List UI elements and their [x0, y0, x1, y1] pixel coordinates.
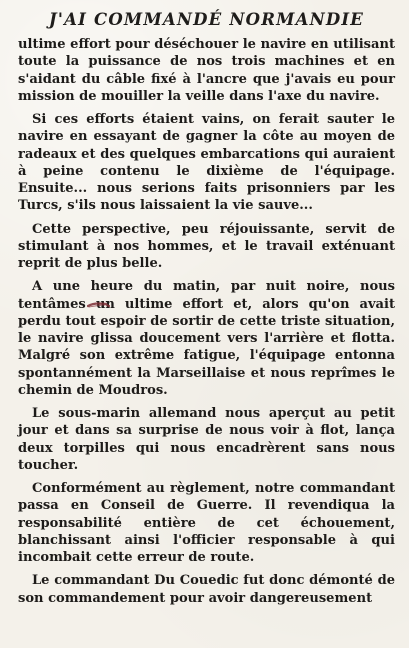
paragraph-refloating: A une heure du matin, par nuit noire, nous tentâmes un ultime effort et, alors qu'on avait perdu tout espoir de sortir de cette triste situation, le navire glissa doucement vers l'arrière et flotta. Malgré son extrême fatigue, l'équipage entonna spontannément la Marseillaise et nous reprîmes le chemin de Moudros.: [18, 279, 395, 398]
paragraph-submarine: Le sous-marin allemand nous aperçut au petit jour et dans sa surprise de nous voir à flot, lança deux torpilles qui nous encadrèrent sans nous toucher.: [18, 406, 395, 473]
paragraph-escape-plan: Si ces efforts étaient vains, on ferait sauter le navire en essayant de gagner la côte au moyen de radeaux et des quelques embarcations qui auraient à peine contenu le dixième de l'équipage. Ensuite... nous serions faits prisonniers par les Turcs, s'ils nous laissaient la vie sauve...: [18, 112, 395, 214]
page-body: [18, 36, 395, 607]
paragraph-stimulant: Cette perspective, peu réjouissante, servit de stimulant à nos hommes, et le travail exténuant reprit de plus belle.: [18, 221, 395, 271]
paragraph-court-martial: Conformément au règlement, notre commandant passa en Conseil de Guerre. Il revendiqua la responsabilité entière de cet échouement, blanchissant ainsi l'officier responsable à qui incombait cette erreur de route.: [18, 481, 395, 565]
paragraph-continuation: ultime effort pour déséchouer le navire en utilisant toute la puissance de nos trois machines et en s'aidant du câble fixé à l'ancre que j'avais eu pour mission de mouiller la veille dans l'axe du navire.: [18, 37, 395, 104]
running-title: J'AI COMMANDÉ NORMANDIE: [48, 10, 365, 29]
paragraph-commandant: Le commandant Du Couedic fut donc démonté de son commandement pour avoir dangereusement: [18, 573, 395, 606]
